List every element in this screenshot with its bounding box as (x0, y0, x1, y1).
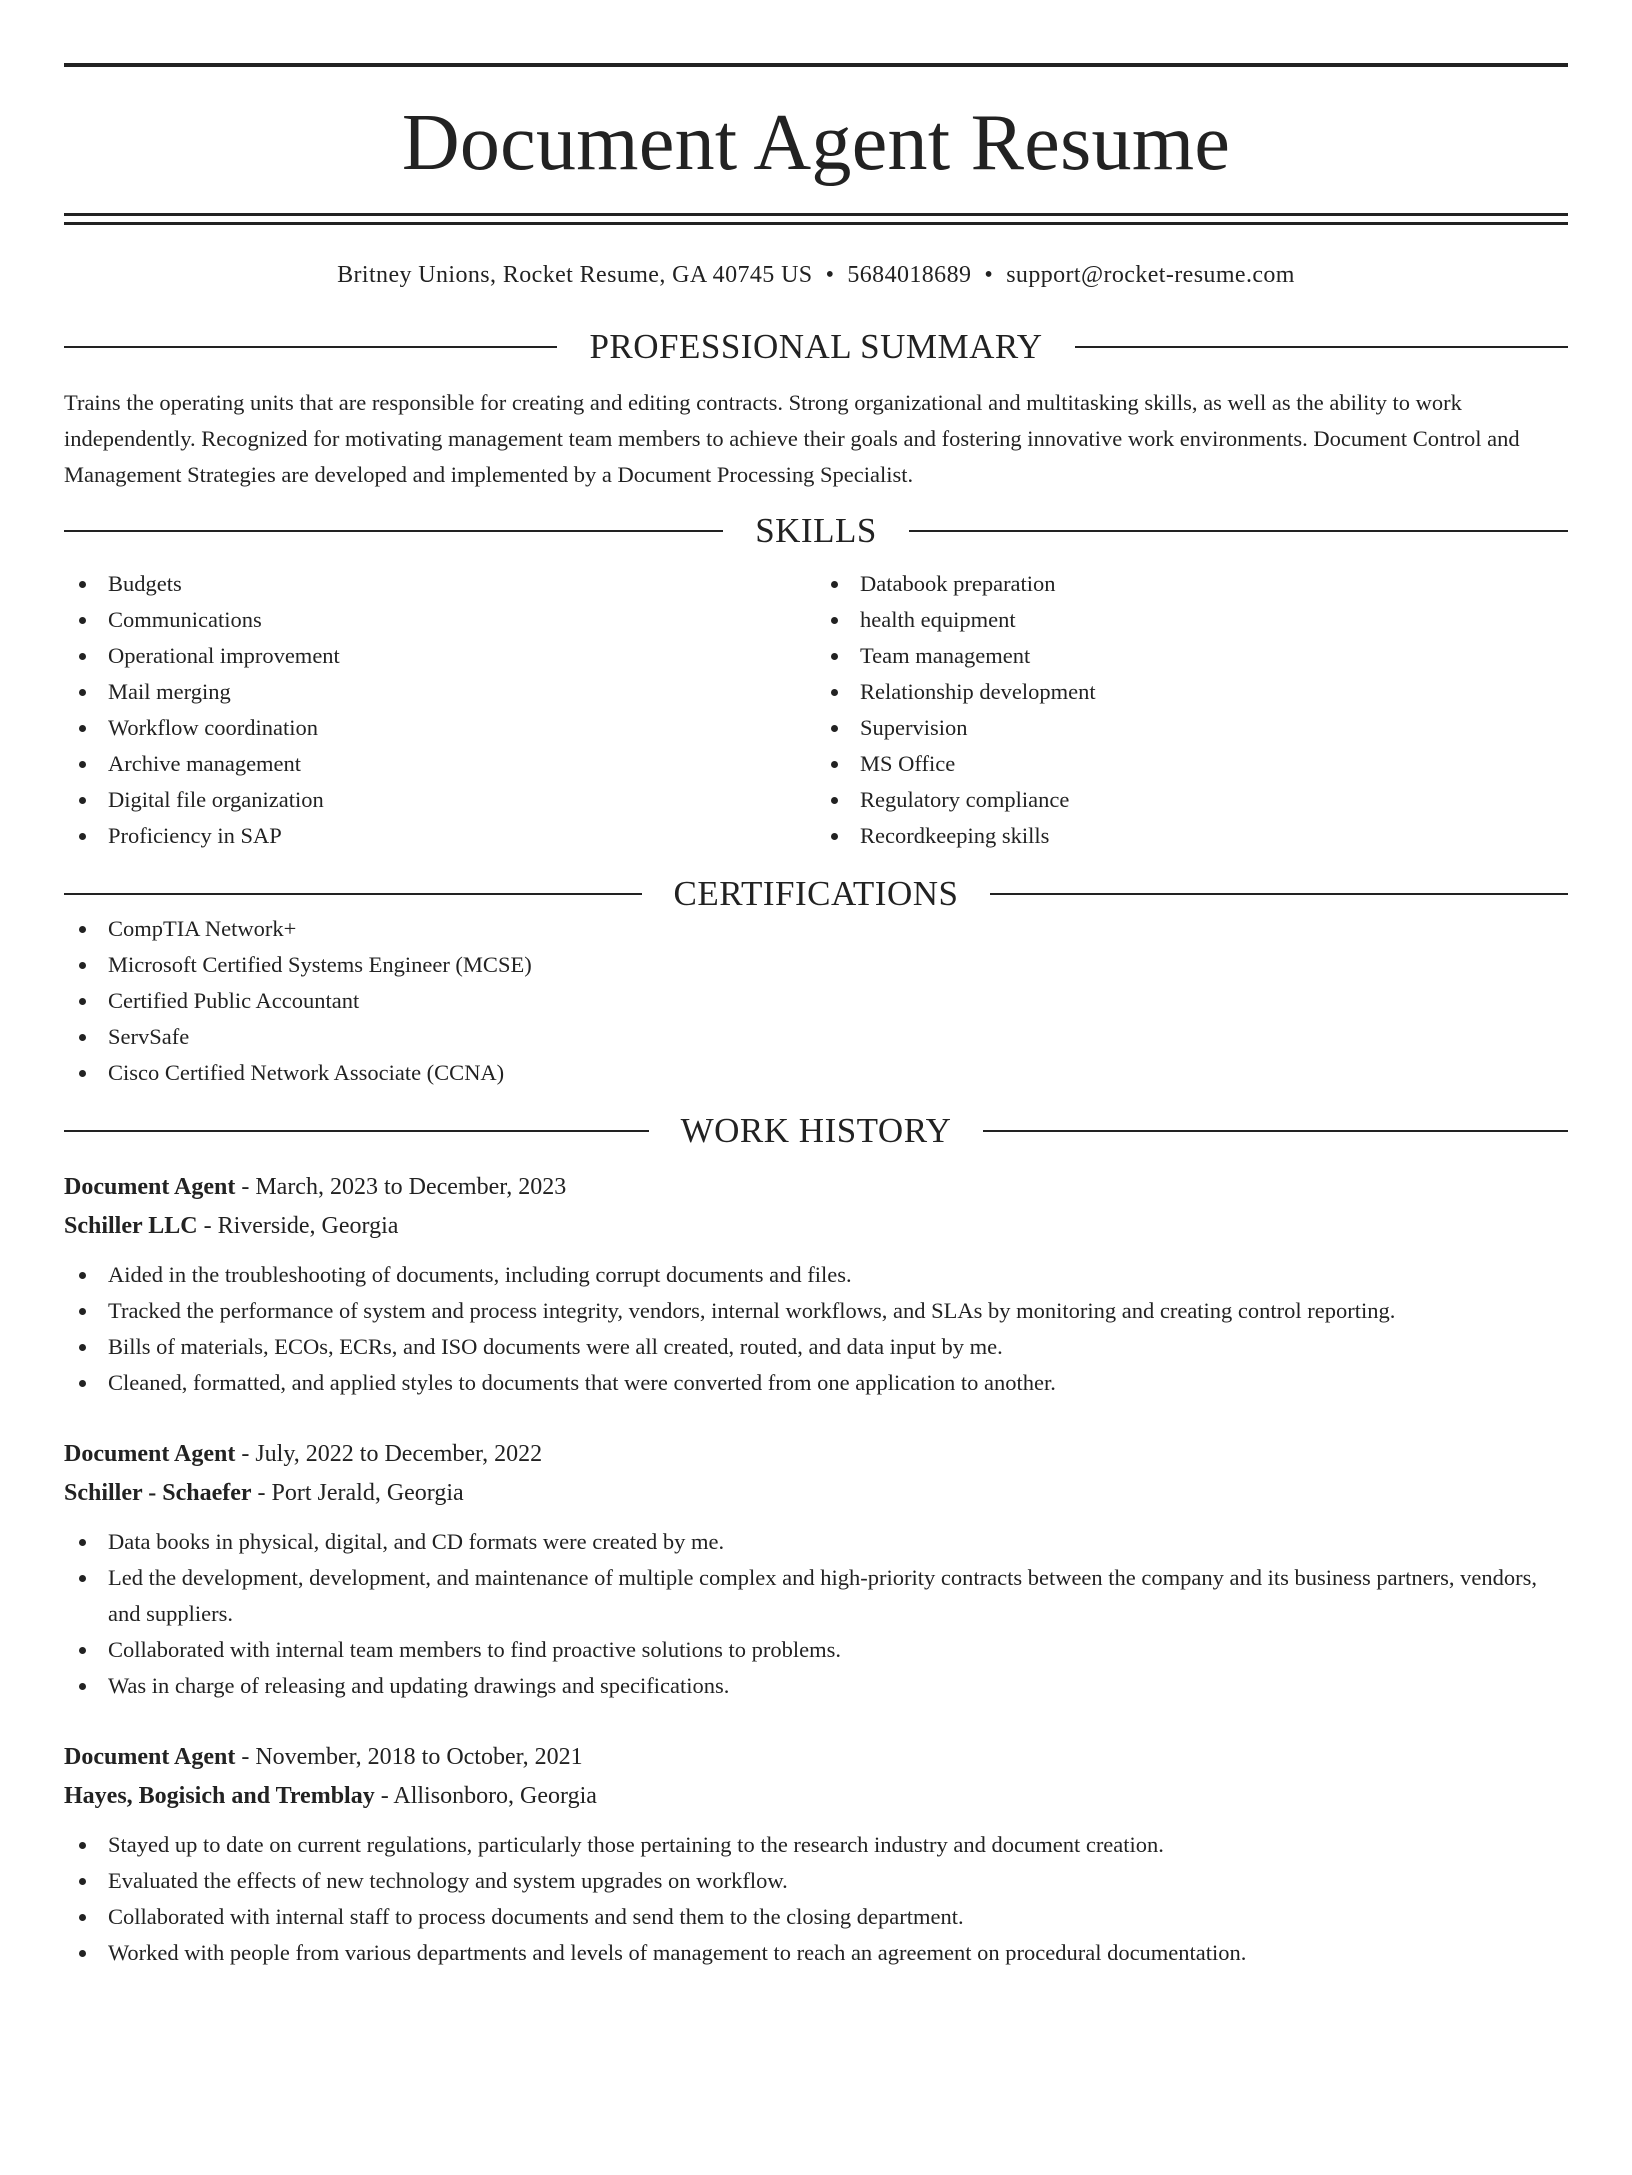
job-dates: - July, 2022 to December, 2022 (235, 1441, 543, 1467)
summary-paragraph: Trains the operating units that are responsible for creating and editing contracts. Strong organizational and multitasking skills, as well as the ability to work independently. Recognized for motivating management team members to achieve their goals and fostering innovative work environments. Document Control and Management Strategies are developed and implemented by a Document Processing Specialist. (64, 390, 1520, 487)
job-entry (64, 1435, 1568, 1704)
job-bullet: Data books in physical, digital, and CD formats were created by me. (64, 1524, 1568, 1560)
section-heading-skills (64, 513, 1568, 548)
skill-item: Communications (64, 602, 816, 638)
heading-rule (990, 893, 1568, 895)
job-bullet: Cleaned, formatted, and applied styles to documents that were converted from one application to another. (64, 1365, 1568, 1401)
heading-rule (64, 346, 557, 348)
skill-item: Digital file organization (64, 782, 816, 818)
job-company-line (64, 1777, 1568, 1816)
job-bullet: Bills of materials, ECOs, ECRs, and ISO documents were all created, routed, and data input by me. (64, 1329, 1568, 1365)
job-company-line (64, 1207, 1568, 1246)
skill-item: Team management (816, 638, 1568, 674)
certification-item: Microsoft Certified Systems Engineer (MCSE) (64, 947, 1568, 983)
job-location: - Riverside, Georgia (197, 1213, 399, 1239)
contact-line (64, 263, 1568, 287)
skill-item: Workflow coordination (64, 710, 816, 746)
section-title: WORK HISTORY (680, 1111, 952, 1150)
certification-item: Certified Public Accountant (64, 983, 1568, 1019)
section-title: SKILLS (755, 511, 877, 550)
skill-item: Recordkeeping skills (816, 818, 1568, 854)
skill-item: Regulatory compliance (816, 782, 1568, 818)
section-title: CERTIFICATIONS (673, 874, 959, 913)
skills-list-left (64, 566, 816, 854)
heading-rule (1075, 346, 1568, 348)
skills-list-right (816, 566, 1568, 854)
job-title: Document Agent (64, 1174, 236, 1200)
job-dates: - November, 2018 to October, 2021 (235, 1744, 583, 1770)
job-bullet: Collaborated with internal staff to process documents and send them to the closing department. (64, 1899, 1568, 1935)
job-company-line (64, 1474, 1568, 1513)
skill-item: Databook preparation (816, 566, 1568, 602)
heading-rule (64, 1130, 649, 1132)
skill-item: Proficiency in SAP (64, 818, 816, 854)
job-entry (64, 1738, 1568, 1971)
section-title: PROFESSIONAL SUMMARY (589, 327, 1043, 366)
contact-address: Britney Unions, Rocket Resume, GA 40745 US (337, 262, 813, 288)
contact-phone: 5684018689 (847, 262, 972, 288)
skill-item: Relationship development (816, 674, 1568, 710)
skill-item: Operational improvement (64, 638, 816, 674)
job-bullet: Worked with people from various departments and levels of management to reach an agreement on procedural documentation. (64, 1935, 1568, 1971)
job-bullet: Led the development, development, and maintenance of multiple complex and high-priority contracts between the company and its business partners, vendors, and suppliers. (64, 1560, 1568, 1632)
contact-separator: • (825, 262, 835, 288)
job-title: Document Agent (64, 1441, 236, 1467)
job-title-line (64, 1738, 1568, 1777)
certification-item: CompTIA Network+ (64, 911, 1568, 947)
job-company: Schiller LLC (64, 1213, 198, 1239)
skill-item: Supervision (816, 710, 1568, 746)
job-bullet: Tracked the performance of system and process integrity, vendors, internal workflows, and SLAs by monitoring and creating control reporting. (64, 1293, 1568, 1329)
title-double-rule (64, 213, 1568, 225)
resume-page (0, 63, 1632, 2175)
heading-rule (64, 893, 642, 895)
job-location: - Allisonboro, Georgia (374, 1783, 597, 1809)
job-company: Schiller - Schaefer (64, 1480, 252, 1506)
certifications-list (64, 911, 1568, 1091)
job-title: Document Agent (64, 1744, 236, 1770)
skills-columns (64, 566, 1568, 854)
heading-rule (909, 530, 1568, 532)
job-bullet: Was in charge of releasing and updating drawings and specifications. (64, 1668, 1568, 1704)
top-rule (64, 63, 1568, 67)
skill-item: health equipment (816, 602, 1568, 638)
job-bullet: Evaluated the effects of new technology and system upgrades on workflow. (64, 1863, 1568, 1899)
job-entry (64, 1168, 1568, 1401)
job-company: Hayes, Bogisich and Tremblay (64, 1783, 375, 1809)
heading-rule (983, 1130, 1568, 1132)
heading-rule (64, 530, 723, 532)
certification-item: ServSafe (64, 1019, 1568, 1055)
certification-item: Cisco Certified Network Associate (CCNA) (64, 1055, 1568, 1091)
job-bullets (64, 1827, 1568, 1971)
job-bullet: Aided in the troubleshooting of documents, including corrupt documents and files. (64, 1257, 1568, 1293)
section-heading-certifications (64, 876, 1568, 911)
skill-item: Budgets (64, 566, 816, 602)
section-heading-work-history (64, 1113, 1568, 1148)
contact-separator: • (984, 262, 994, 288)
job-title-line (64, 1168, 1568, 1207)
job-bullet: Collaborated with internal team members to find proactive solutions to problems. (64, 1632, 1568, 1668)
contact-email: support@rocket-resume.com (1006, 262, 1295, 288)
job-location: - Port Jerald, Georgia (251, 1480, 464, 1506)
skill-item: Archive management (64, 746, 816, 782)
skill-item: Mail merging (64, 674, 816, 710)
job-title-line (64, 1435, 1568, 1474)
job-dates: - March, 2023 to December, 2023 (235, 1174, 567, 1200)
job-bullets (64, 1524, 1568, 1704)
section-heading-summary (64, 329, 1568, 364)
page-title: Document Agent Resume (401, 99, 1231, 187)
skill-item: MS Office (816, 746, 1568, 782)
job-bullets (64, 1257, 1568, 1401)
job-bullet: Stayed up to date on current regulations, particularly those pertaining to the research industry and document creation. (64, 1827, 1568, 1863)
